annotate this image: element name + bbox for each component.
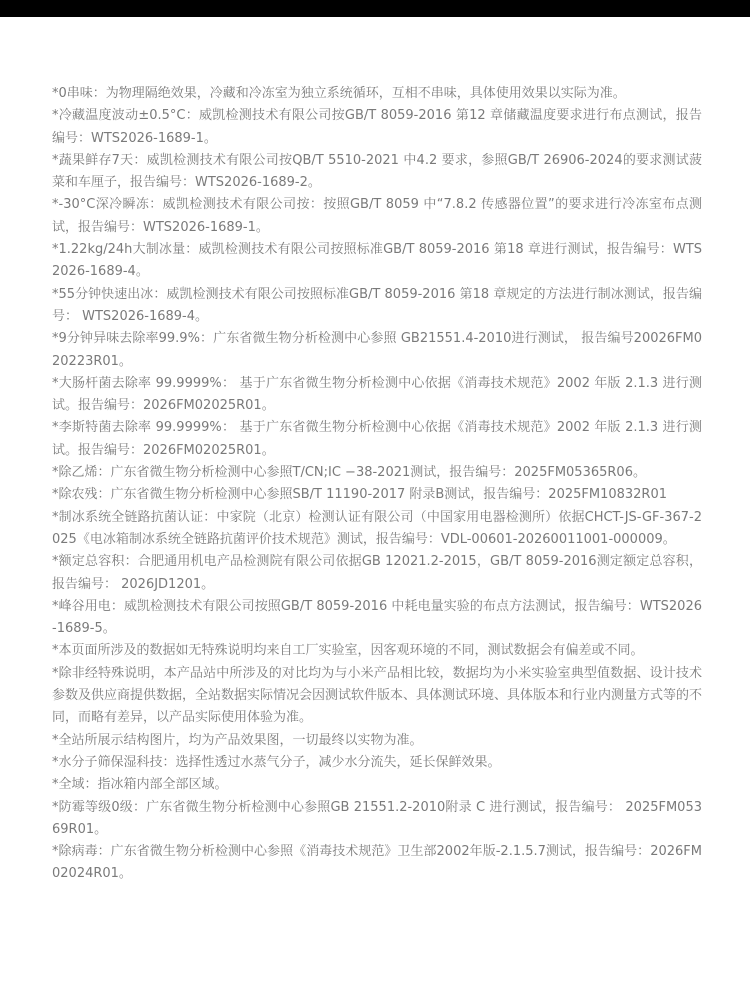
note-item: *本页面所涉及的数据如无特殊说明均来自工厂实验室，因客观环境的不同，测试数据会有偏差或不同。 xyxy=(52,643,644,659)
note-item: *蔬果鲜存7天：威凯检测技术有限公司按QB/T 5510-2021 中4.2 要求，参照GB/T 26906-2024的要求测试菠菜和车厘子，报告编号：WTS2026-1689-2。 xyxy=(52,152,702,191)
note-item: *除乙烯：广东省微生物分析检测中心参照T/CN;IC −38-2021测试，报告编号：2025FM05365R06。 xyxy=(52,465,646,481)
note-item: *大肠杆菌去除率 99.9999%： 基于广东省微生物分析检测中心依据《消毒技术规范》2002 年版 2.1.3 进行测试。报告编号：2026FM02025R01。 xyxy=(52,375,702,414)
note-item: *全站所展示结构图片，均为产品效果图，一切最终以实物为准。 xyxy=(52,732,423,748)
note-item: *额定总容积：合肥通用机电产品检测院有限公司依据GB 12021.2-2015，GB/T 8059-2016测定额定总容积， 报告编号： 2026JD1201。 xyxy=(52,554,702,592)
note-item: *55分钟快速出冰：威凯检测技术有限公司按照标准GB/T 8059-2016 第18 章规定的方法进行制冰测试，报告编号： WTS2026-1689-4。 xyxy=(52,286,702,324)
note-item: *李斯特菌去除率 99.9999%： 基于广东省微生物分析检测中心依据《消毒技术规范》2002 年版 2.1.3 进行测试。报告编号：2026FM02025R01。 xyxy=(52,420,702,458)
note-item: *0串味：为物理隔绝效果，冷藏和冷冻室为独立系统循环，互相不串味，具体使用效果以实际为准。 xyxy=(52,86,626,101)
note-item: *峰谷用电：威凯检测技术有限公司按照GB/T 8059-2016 中耗电量实验的布点方法测试，报告编号：WTS2026-1689-5。 xyxy=(52,598,702,637)
disclaimer-notes xyxy=(52,83,702,886)
note-item: *-30°C深冷瞬冻：威凯检测技术有限公司按：按照GB/T 8059 中“7.8.2 传感器位置”的要求进行冷冻室布点测试，报告编号：WTS2026-1689-1。 xyxy=(52,197,702,235)
note-item: *全域：指冰箱内部全部区域。 xyxy=(52,777,228,793)
note-item: *防霉等级0级：广东省微生物分析检测中心参照GB 21551.2-2010附录 C 进行测试，报告编号： 2025FM05369R01。 xyxy=(52,799,702,837)
note-item: *除病毒：广东省微生物分析检测中心参照《消毒技术规范》卫生部2002年版-2.1.5.7测试，报告编号：2026FM02024R01。 xyxy=(52,844,702,882)
note-item: *1.22kg/24h大制冰量：威凯检测技术有限公司按照标准GB/T 8059-2016 第18 章进行测试，报告编号：WTS2026-1689-4。 xyxy=(52,242,702,280)
note-item: *除农残：广东省微生物分析检测中心参照SB/T 11190-2017 附录B测试，报告编号：2025FM10832R01 xyxy=(52,487,668,503)
note-item: *除非经特殊说明，本产品站中所涉及的对比均为与小米产品相比较，数据均为小米实验室典型值数据、设计技术参数及供应商提供数据，全站数据实际情况会因测试软件版本、具体测试环境、具体版本和行业内测量方式等的不同，而略有差异，以产品实际使用体验为准。 xyxy=(52,665,703,726)
note-item: *9分钟异味去除率99.9%：广东省微生物分析检测中心参照 GB21551.4-2010进行测试， 报告编号20026FM020223R01。 xyxy=(52,331,702,369)
note-item: *水分子筛保湿科技：选择性透过水蒸气分子，减少水分流失，延长保鲜效果。 xyxy=(52,754,501,770)
note-item: *冷藏温度波动±0.5°C：威凯检测技术有限公司按GB/T 8059-2016 第12 章储藏温度要求进行布点测试，报告编号：WTS2026-1689-1。 xyxy=(52,108,702,146)
note-item: *制冰系统全链路抗菌认证：中家院（北京）检测认证有限公司（中国家用电器检测所）依据CHCT-JS-GF-367-2025《电冰箱制冰系统全链路抗菌评价技术规范》测试，报告编号：VDL-00601-20260011001-000009。 xyxy=(52,509,702,547)
top-bar xyxy=(0,0,750,17)
